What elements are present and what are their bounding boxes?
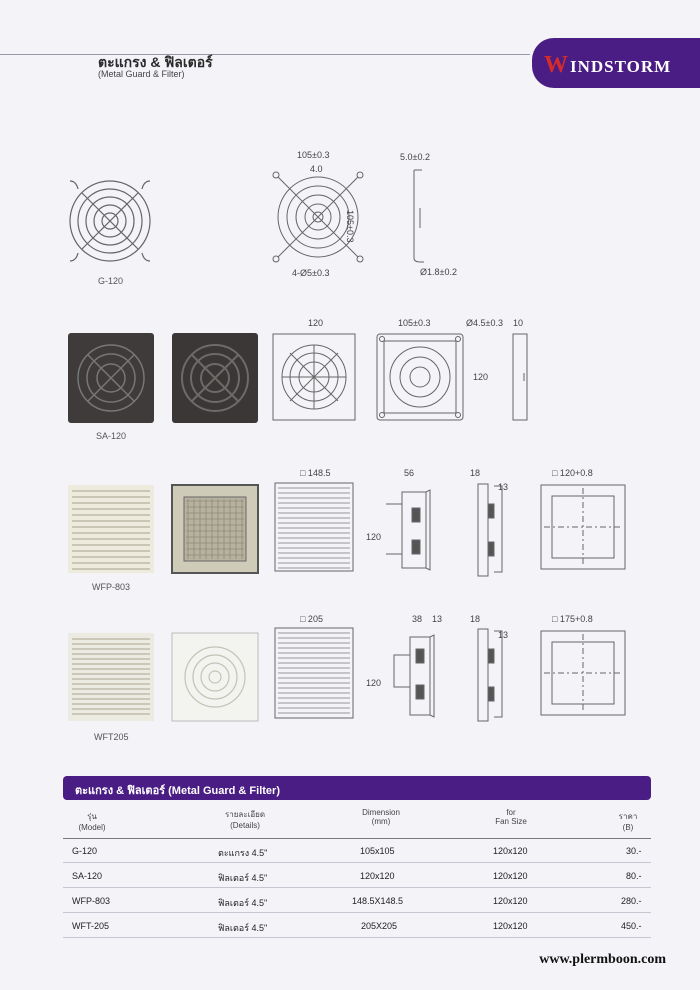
dimension-label: □ 120+0.8	[552, 468, 593, 478]
wft205-section-drawing	[392, 627, 444, 723]
table-cell-fan: 120x120	[493, 896, 528, 906]
column-header-th: รุ่น	[87, 812, 97, 821]
dimension-label: 105±0.3	[297, 150, 330, 160]
dimension-label: 105±0.3	[345, 210, 355, 243]
wfp803-photo-back	[172, 485, 258, 573]
table-row-divider	[63, 887, 651, 888]
wfp803-front-drawing	[274, 482, 354, 572]
column-header-en: (mm)	[371, 817, 391, 826]
sa120-photo-1	[68, 333, 154, 423]
dimension-label: 4.0	[310, 164, 323, 174]
sa120-side-drawing	[512, 333, 528, 421]
header-divider	[0, 54, 530, 55]
wft205-front-drawing	[274, 627, 354, 719]
g120-side-drawing	[408, 168, 428, 266]
table-row-divider	[63, 862, 651, 863]
dimension-label: 18	[470, 614, 481, 624]
footer-url: www.plermboon.com	[539, 952, 666, 967]
g120-photo	[62, 176, 158, 266]
table-cell-model: WFT-205	[72, 921, 110, 931]
wft205-cutout-drawing	[540, 630, 626, 716]
page-subtitle: (Metal Guard & Filter)	[98, 69, 185, 79]
column-header-en: (B)	[622, 823, 634, 832]
table-cell-dimension: 105x105	[360, 846, 395, 856]
wfp803-side-drawing	[472, 482, 508, 578]
table-cell-model: SA-120	[72, 871, 103, 881]
table-cell-details: ตะแกรง 4.5"	[218, 848, 268, 858]
column-header-en: (Details)	[230, 821, 260, 830]
page-title: ตะแกรง & ฟิลเตอร์	[98, 54, 213, 70]
column-header-dimension	[336, 808, 426, 826]
dimension-label: □ 175+0.8	[552, 614, 593, 624]
table-cell-dimension: 120x120	[360, 871, 395, 881]
wfp803-cutout-drawing	[540, 484, 626, 570]
column-header-price	[608, 810, 648, 832]
brand-logo	[532, 38, 700, 88]
sa120-photo-2	[172, 333, 258, 423]
dimension-label: □ 148.5	[300, 468, 331, 478]
table-title-bar	[63, 776, 651, 800]
table-cell-model: WFP-803	[72, 896, 111, 906]
table-header-divider	[63, 838, 651, 839]
wfp803-photo-louvre	[68, 485, 154, 573]
table-cell-dimension: 148.5X148.5	[352, 896, 404, 906]
dimension-label: Ø4.5±0.3	[466, 318, 503, 328]
wft205-photo-louvre	[68, 633, 154, 721]
column-header-th: ราคา	[618, 812, 638, 821]
product-caption: SA-120	[96, 431, 127, 441]
table-cell-dimension: 205X205	[361, 921, 398, 931]
dimension-label: Ø1.8±0.2	[420, 267, 457, 277]
dimension-label: 120	[366, 532, 382, 542]
dimension-label: 4-Ø5±0.3	[292, 268, 330, 278]
column-header-en: Fan Size	[495, 817, 527, 826]
product-caption: G-120	[98, 276, 124, 286]
brand-logo-initial: W	[544, 52, 569, 78]
table-cell-details: ฟิลเตอร์ 4.5"	[218, 873, 268, 883]
table-cell-details: ฟิลเตอร์ 4.5"	[218, 923, 268, 933]
table-title: ตะแกรง & ฟิลเตอร์ (Metal Guard & Filter)	[75, 785, 280, 797]
wfp803-section-drawing	[382, 482, 438, 578]
dimension-label: 120	[366, 678, 382, 688]
table-row-divider	[63, 912, 651, 913]
sa120-back-drawing	[376, 333, 464, 421]
table-cell-price: 80.-	[626, 871, 642, 881]
column-header-details	[200, 808, 290, 830]
column-header-th: รายละเอียด	[224, 810, 266, 819]
column-header-model	[62, 810, 122, 832]
table-cell-model: G-120	[72, 846, 98, 856]
dimension-label: 13	[432, 614, 443, 624]
dimension-label: 5.0±0.2	[400, 152, 430, 162]
table-cell-price: 30.-	[626, 846, 642, 856]
table-cell-price: 450.-	[621, 921, 642, 931]
product-caption: WFP-803	[92, 582, 131, 592]
table-row-divider	[63, 937, 651, 938]
dimension-label: 56	[404, 468, 415, 478]
table-cell-price: 280.-	[621, 896, 642, 906]
sa120-front-drawing	[272, 333, 356, 421]
column-header-en: (Model)	[78, 823, 106, 832]
product-caption: WFT205	[94, 732, 129, 742]
wft205-photo-back	[172, 633, 258, 721]
dimension-label: 105±0.3	[398, 318, 431, 328]
dimension-label: 120	[473, 372, 489, 382]
dimension-label: 18	[470, 468, 481, 478]
table-cell-fan: 120x120	[493, 921, 528, 931]
dimension-label: 13	[498, 482, 509, 492]
table-cell-details: ฟิลเตอร์ 4.5"	[218, 898, 268, 908]
dimension-label: 13	[498, 630, 509, 640]
wft205-side-drawing	[472, 627, 508, 723]
dimension-label: 38	[412, 614, 423, 624]
column-header-th: for	[506, 808, 516, 817]
column-header-fan	[466, 808, 556, 826]
dimension-label: □ 205	[300, 614, 323, 624]
brand-logo-text: INDSTORM	[570, 57, 672, 76]
column-header-th: Dimension	[362, 808, 400, 817]
dimension-label: 120	[308, 318, 324, 328]
table-cell-fan: 120x120	[493, 871, 528, 881]
table-cell-fan: 120x120	[493, 846, 528, 856]
dimension-label: 10	[513, 318, 524, 328]
